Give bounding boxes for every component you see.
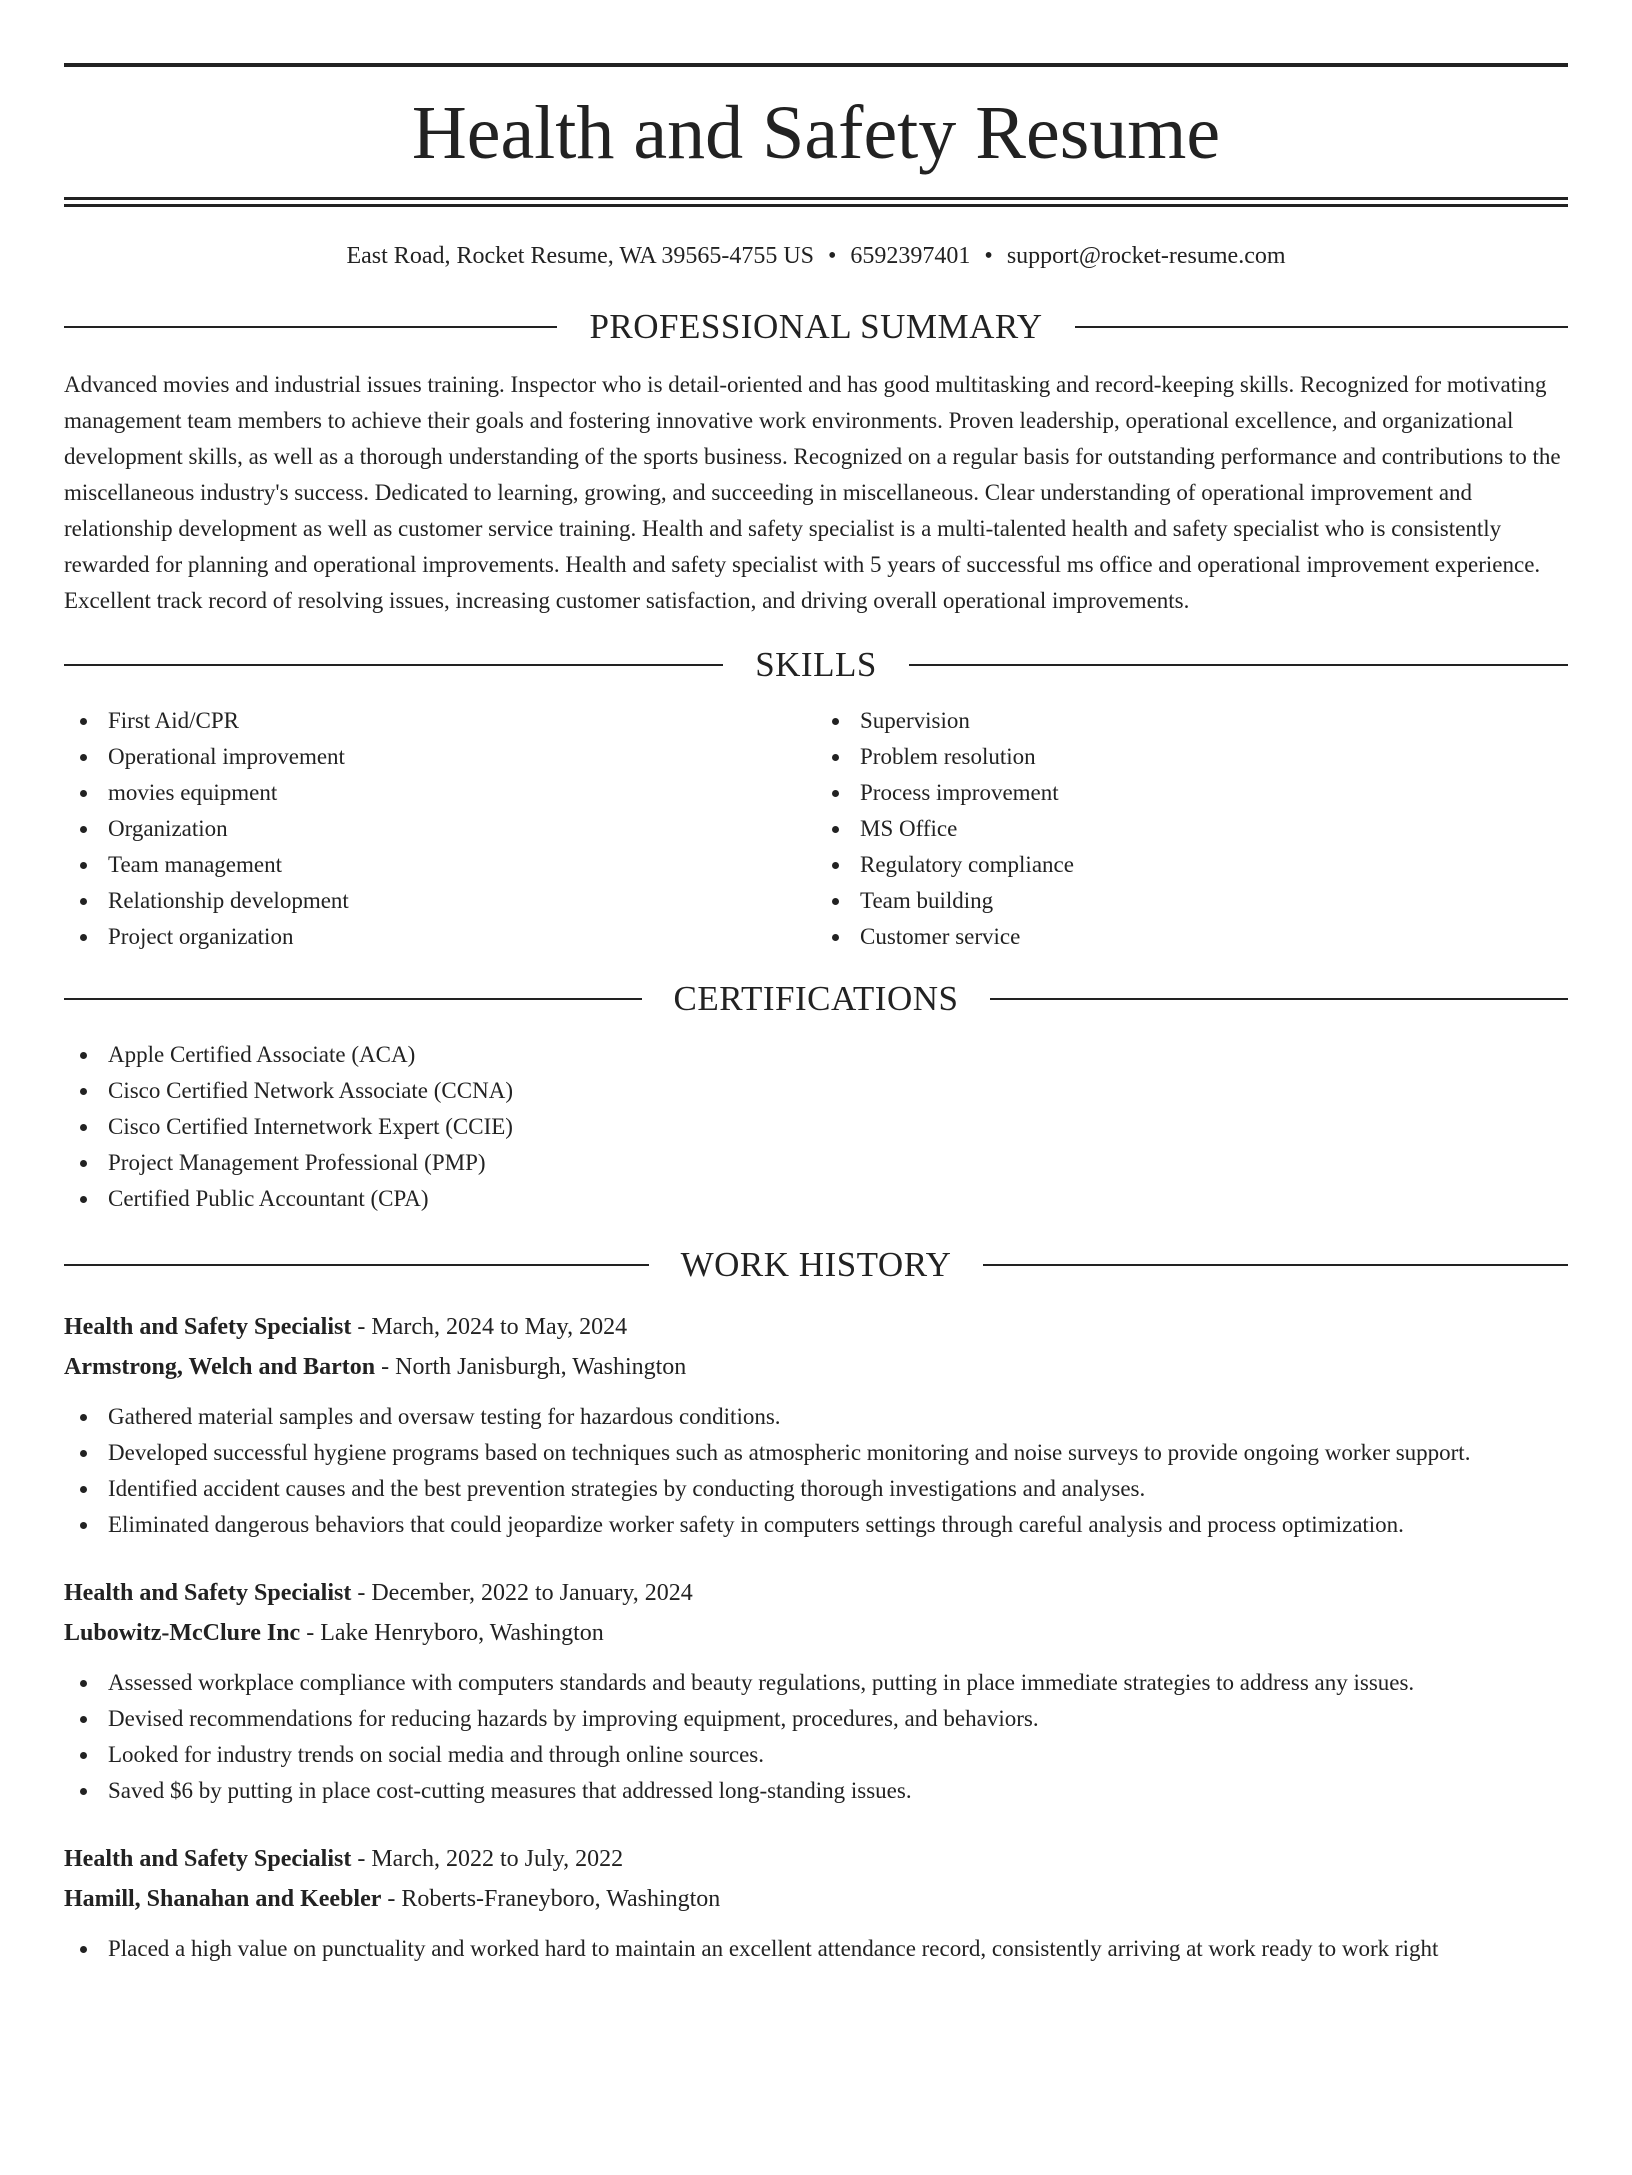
job-entry [64, 1839, 1568, 1967]
skill-item: Customer service [816, 919, 1568, 955]
job-title-line [64, 1573, 1568, 1613]
skill-item: Team building [816, 883, 1568, 919]
heading-rule-left [64, 998, 642, 1000]
job-title: Health and Safety Specialist [64, 1314, 352, 1340]
job-dates: - December, 2022 to January, 2024 [351, 1580, 693, 1606]
summary-text: Advanced movies and industrial issues training. Inspector who is detail-oriented and has good multitasking and record-keeping skills. Recognized for motivating management team members to achieve their goals and fostering innovative work environments. Proven leadership, operational excellence, and organizational development skills, as well as a thorough understanding of the sports business. Recognized on a regular basis for outstanding performance and contributions to the miscellaneous industry's success. Dedicated to learning, growing, and succeeding in miscellaneous. Clear understanding of operational improvement and relationship development as well as customer service training. Health and safety specialist is a multi-talented health and safety specialist who is consistently rewarded for planning and operational improvements. Health and safety specialist with 5 years of successful ms office and operational improvement experience. Excellent track record of resolving issues, increasing customer satisfaction, and driving overall operational improvements. [64, 372, 1561, 613]
certifications-heading [64, 977, 1568, 1021]
job-bullet: Identified accident causes and the best prevention strategies by conducting thorough investigations and analyses. [64, 1471, 1568, 1507]
job-company-line [64, 1613, 1568, 1653]
certification-item: Project Management Professional (PMP) [64, 1145, 1568, 1181]
job-location: - Roberts-Franeyboro, Washington [381, 1886, 721, 1912]
job-location: - Lake Henryboro, Washington [300, 1620, 604, 1646]
contact-address: East Road, Rocket Resume, WA 39565-4755 US [346, 243, 815, 269]
skill-item: Process improvement [816, 775, 1568, 811]
summary-heading-label: PROFESSIONAL SUMMARY [589, 307, 1043, 346]
job-dates: - March, 2022 to July, 2022 [351, 1846, 624, 1872]
certifications-heading-label: CERTIFICATIONS [673, 979, 959, 1018]
job-company-line [64, 1347, 1568, 1387]
skills-columns [64, 703, 1568, 955]
skill-item: Project organization [64, 919, 816, 955]
resume-title: Health and Safety Resume [411, 91, 1221, 175]
job-title-line [64, 1839, 1568, 1879]
heading-rule-left [64, 664, 723, 666]
job-title: Health and Safety Specialist [64, 1580, 352, 1606]
heading-rule-right [990, 998, 1568, 1000]
job-company: Armstrong, Welch and Barton [64, 1354, 376, 1380]
contact-separator: • [984, 243, 993, 269]
work-history-heading [64, 1243, 1568, 1287]
job-bullet: Devised recommendations for reducing hazards by improving equipment, procedures, and behaviors. [64, 1701, 1568, 1737]
skills-right-list [816, 703, 1568, 955]
job-entry [64, 1307, 1568, 1543]
skill-item: Regulatory compliance [816, 847, 1568, 883]
job-bullet: Assessed workplace compliance with computers standards and beauty regulations, putting in place immediate strategies to address any issues. [64, 1665, 1568, 1701]
job-bullet: Looked for industry trends on social media and through online sources. [64, 1737, 1568, 1773]
job-title-line [64, 1307, 1568, 1347]
skill-item: Supervision [816, 703, 1568, 739]
certifications-list [64, 1037, 1568, 1217]
job-company: Hamill, Shanahan and Keebler [64, 1886, 382, 1912]
skill-item: movies equipment [64, 775, 816, 811]
job-bullet: Eliminated dangerous behaviors that could jeopardize worker safety in computers settings through careful analysis and process optimization. [64, 1507, 1568, 1543]
certification-item: Cisco Certified Network Associate (CCNA) [64, 1073, 1568, 1109]
job-location: - North Janisburgh, Washington [375, 1354, 687, 1380]
job-company-line [64, 1879, 1568, 1919]
job-bullet: Placed a high value on punctuality and worked hard to maintain an excellent attendance record, consistently arriving at work ready to work right [64, 1931, 1568, 1967]
job-bullets [64, 1665, 1568, 1809]
job-dates: - March, 2024 to May, 2024 [351, 1314, 628, 1340]
contact-email: support@rocket-resume.com [1006, 243, 1286, 269]
heading-rule-left [64, 1264, 649, 1266]
job-bullet: Gathered material samples and oversaw testing for hazardous conditions. [64, 1399, 1568, 1435]
job-entry [64, 1573, 1568, 1809]
heading-rule-right [1075, 326, 1568, 328]
contact-line [64, 241, 1568, 271]
skills-heading [64, 643, 1568, 687]
certification-item: Cisco Certified Internetwork Expert (CCIE) [64, 1109, 1568, 1145]
contact-phone: 6592397401 [850, 243, 971, 269]
skill-item: Team management [64, 847, 816, 883]
contact-separator: • [828, 243, 837, 269]
skill-item: First Aid/CPR [64, 703, 816, 739]
skill-item: Organization [64, 811, 816, 847]
job-bullet: Saved $6 by putting in place cost-cutting measures that addressed long-standing issues. [64, 1773, 1568, 1809]
job-bullets [64, 1931, 1568, 1967]
certification-item: Certified Public Accountant (CPA) [64, 1181, 1568, 1217]
heading-rule-right [983, 1264, 1568, 1266]
heading-rule-left [64, 326, 557, 328]
job-company: Lubowitz-McClure Inc [64, 1620, 301, 1646]
work-history-heading-label: WORK HISTORY [680, 1245, 952, 1284]
title-double-rule [64, 197, 1568, 207]
skill-item: Relationship development [64, 883, 816, 919]
summary-heading [64, 305, 1568, 349]
skill-item: MS Office [816, 811, 1568, 847]
certification-item: Apple Certified Associate (ACA) [64, 1037, 1568, 1073]
skills-left-list [64, 703, 816, 955]
skill-item: Problem resolution [816, 739, 1568, 775]
skill-item: Operational improvement [64, 739, 816, 775]
job-bullets [64, 1399, 1568, 1543]
job-title: Health and Safety Specialist [64, 1846, 352, 1872]
skills-heading-label: SKILLS [755, 645, 877, 684]
resume-page [0, 63, 1632, 2175]
job-bullet: Developed successful hygiene programs based on techniques such as atmospheric monitoring and noise surveys to provide ongoing worker support. [64, 1435, 1568, 1471]
heading-rule-right [909, 664, 1568, 666]
